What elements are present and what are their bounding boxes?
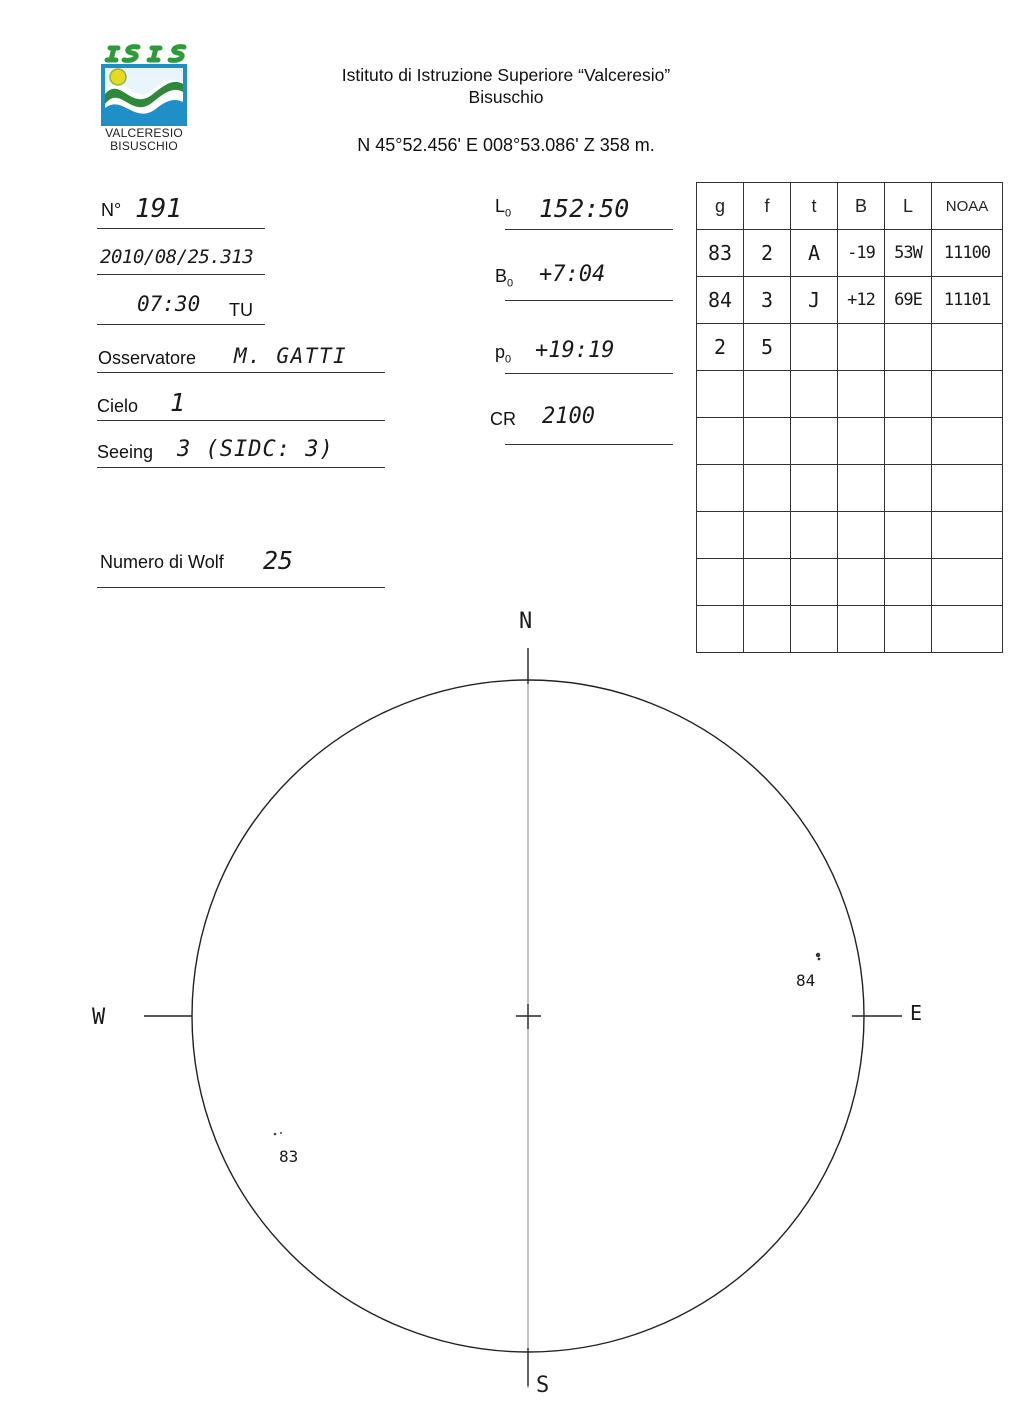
col-header-g: g <box>697 183 744 230</box>
sunspot-84-small <box>818 958 821 961</box>
table-row <box>697 465 1003 512</box>
l0-field <box>495 190 673 230</box>
seeing-label: Seeing <box>97 442 154 462</box>
table-cell: 3 <box>744 277 791 324</box>
table-cell: 2 <box>697 324 744 371</box>
sun-icon <box>110 69 126 85</box>
table-cell: 83 <box>697 230 744 277</box>
sky-value: 1 <box>170 388 186 417</box>
sky-label: Cielo <box>97 396 139 416</box>
observer-label: Osservatore <box>98 348 197 368</box>
observer-value: M. GATTI <box>234 344 348 368</box>
logo-caption-line2: BISUSCHIO <box>110 139 178 153</box>
number-value: 191 <box>135 194 182 224</box>
seeing-value: 3 (SIDC: 3) <box>177 437 334 462</box>
time-suffix: TU <box>229 300 253 320</box>
isis-logo-wordmark <box>104 38 190 66</box>
l0-label: $L_0$ <box>495 196 512 220</box>
p0-field <box>495 334 673 374</box>
logo-caption <box>92 127 196 153</box>
group-label-84: 84 <box>796 971 816 990</box>
logo-emblem <box>101 64 187 126</box>
table-cell: 11101 <box>932 277 1003 324</box>
p0-label: $p_0$ <box>495 342 512 366</box>
b0-value: +7:04 <box>539 262 606 287</box>
l0-value: 152:50 <box>539 194 630 223</box>
sunspot-83-small <box>280 1132 282 1134</box>
table-cell: 5 <box>744 324 791 371</box>
table-row <box>697 324 1003 371</box>
north-label: N <box>519 609 533 634</box>
west-label: W <box>92 1005 106 1030</box>
logo-caption-line1: VALCERESIO <box>105 126 183 140</box>
seeing-field <box>97 432 385 468</box>
table-cell <box>885 324 932 371</box>
institute-name: Istituto di Istruzione Superiore “Valceresio” <box>341 65 671 85</box>
col-header-t: t <box>791 183 838 230</box>
sunspot-83 <box>274 1133 277 1136</box>
wolf-number-field <box>97 542 385 588</box>
south-label: S <box>536 1373 550 1398</box>
time-field <box>97 286 265 325</box>
table-row <box>697 512 1003 559</box>
col-header-f: f <box>744 183 791 230</box>
observer-field <box>97 336 385 373</box>
number-label: N° <box>101 200 122 220</box>
table-row <box>697 277 1003 324</box>
p0-value: +19:19 <box>535 338 615 363</box>
table-cell: 11100 <box>932 230 1003 277</box>
observatory-coordinates: N 45°52.456' E 008°53.086' Z 358 m. <box>357 135 655 155</box>
cr-field <box>490 400 673 445</box>
sunspot-groups-table <box>696 182 1003 653</box>
col-header-l: L <box>885 183 932 230</box>
table-cell: 69E <box>885 277 932 324</box>
cr-label: CR <box>490 409 516 429</box>
table-row <box>697 418 1003 465</box>
wolf-number-value: 25 <box>263 546 294 575</box>
b0-field <box>495 256 673 301</box>
group-label-83: 83 <box>279 1147 299 1166</box>
table-cell: 53W <box>885 230 932 277</box>
table-cell <box>932 324 1003 371</box>
table-cell: 84 <box>697 277 744 324</box>
table-cell: +12 <box>838 277 885 324</box>
time-value: 07:30 <box>137 292 201 316</box>
wolf-number-label: Numero di Wolf <box>100 552 224 572</box>
table-row <box>697 230 1003 277</box>
solar-disk-drawing <box>0 600 1024 1416</box>
east-label: E <box>910 1001 923 1025</box>
table-cell <box>838 324 885 371</box>
institute-town: Bisuschio <box>468 87 544 107</box>
date-value: 2010/08/25.313 <box>100 246 254 268</box>
number-field <box>97 192 265 229</box>
cr-value: 2100 <box>542 404 595 429</box>
table-cell: -19 <box>838 230 885 277</box>
table-cell: A <box>791 230 838 277</box>
table-header-row <box>697 183 1003 230</box>
b0-label: $B_0$ <box>495 266 514 290</box>
col-header-b: B <box>838 183 885 230</box>
table-cell <box>791 324 838 371</box>
table-cell: J <box>791 277 838 324</box>
table-cell: 2 <box>744 230 791 277</box>
table-row <box>697 559 1003 606</box>
date-field <box>97 240 265 275</box>
institute-header <box>280 64 732 108</box>
sunspot-84 <box>816 953 820 957</box>
table-row <box>697 371 1003 418</box>
col-header-noaa: NOAA <box>932 183 1003 230</box>
sky-field <box>97 386 385 421</box>
